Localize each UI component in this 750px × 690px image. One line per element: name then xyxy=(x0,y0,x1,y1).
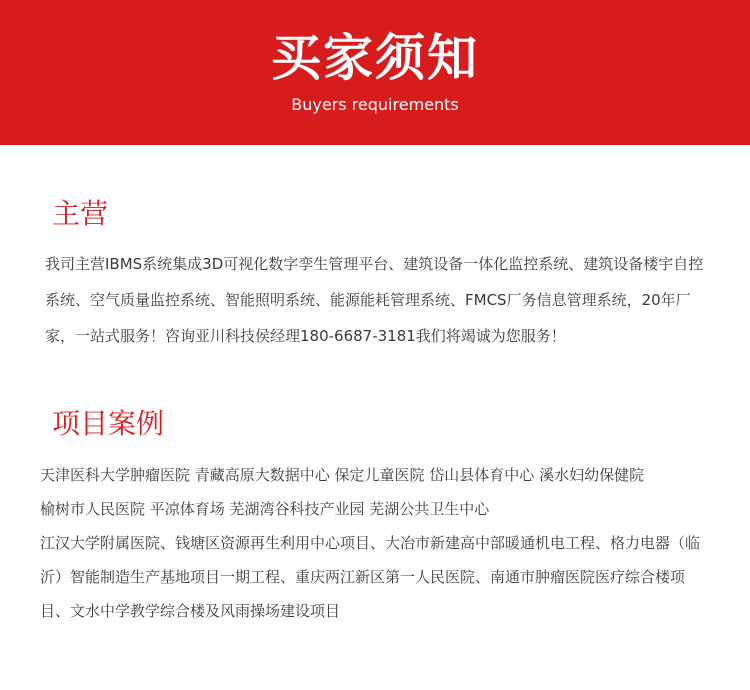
section-title-project-cases: 项目案例 xyxy=(52,407,165,440)
project-case-line: 江汉大学附属医院、钱塘区资源再生利用中心项目、大冶市新建高中部暖通机电工程、格力电器（临沂）智能制造生产基地项目一期工程、重庆两江新区第一人民医院、南通市肿瘤医院医疗综合楼项目、文水中学教学综合楼及风雨操场建设项目 xyxy=(40,534,701,620)
page-subtitle: Buyers requirements xyxy=(291,95,459,114)
project-case-line: 天津医科大学肿瘤医院 青藏高原大数据中心 保定儿童医院 岱山县体育中心 溪水妇幼保健院 xyxy=(40,466,645,484)
section-title-main-business: 主营 xyxy=(52,197,109,230)
page-title: 买家须知 xyxy=(271,29,479,87)
project-case-line: 榆树市人民医院 平凉体育场 芜湖湾谷科技产业园 芜湖公共卫生中心 xyxy=(40,500,490,518)
header-banner xyxy=(0,0,750,145)
project-case-list xyxy=(40,458,710,628)
main-business-text: 我司主营IBMS系统集成3D可视化数字孪生管理平台、建筑设备一体化监控系统、建筑设备楼宇自控系统、空气质量监控系统、智能照明系统、能源能耗管理系统、FMCS厂务信息管理系统，20年厂家，一站式服务！咨询亚川科技侯经理180-6687-3181我们将竭诚为您服务！ xyxy=(45,255,704,345)
